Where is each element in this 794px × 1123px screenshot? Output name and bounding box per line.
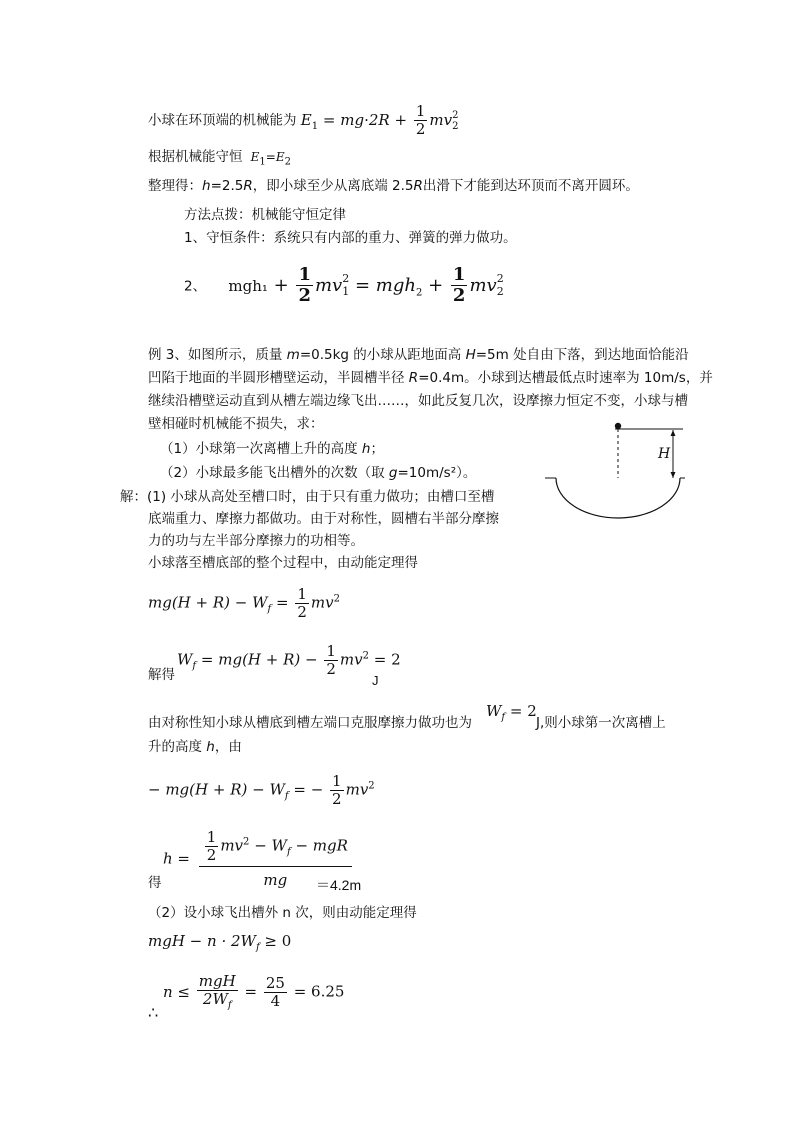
subscript: 2 — [415, 287, 423, 299]
symbol: H — [465, 347, 476, 363]
height-label: H — [658, 446, 671, 462]
operator: = — [354, 274, 371, 296]
numerator — [199, 830, 352, 867]
equation-1 — [148, 587, 340, 620]
symbol: m — [286, 347, 300, 363]
symbol: g — [388, 465, 398, 481]
text: =0.5kg 的小球从距地面高 — [299, 347, 466, 363]
text: （1）小球第一次离槽上升的高度 — [160, 441, 362, 457]
symbol: h — [206, 739, 215, 755]
trough-figure — [545, 420, 685, 526]
numerator: 1 — [452, 264, 466, 285]
arrow-up-icon — [671, 430, 676, 436]
lhs: n ≤ — [163, 983, 190, 1001]
symbol: h — [202, 178, 211, 194]
text: （2）小球最多能飞出槽外的次数（取 — [160, 465, 389, 481]
subscript: 1 — [259, 156, 266, 168]
den-text: 2W — [202, 990, 228, 1008]
subscript: 2 — [496, 284, 504, 298]
solution-line-3: 力的功与左半部分摩擦力的功相等。 — [148, 533, 364, 549]
fraction — [264, 976, 287, 1009]
subscript: f — [284, 790, 289, 802]
symbol: mgh₁ — [228, 276, 268, 295]
superscript: 2 — [368, 780, 375, 792]
subscript: f — [501, 712, 506, 723]
subscript: f — [286, 846, 291, 858]
method-heading: 方法点拨：机械能守恒定律 — [184, 207, 346, 223]
text: 例 3、如图所示，质量 — [148, 347, 287, 363]
symbol: E — [300, 110, 312, 129]
superscript: 2 — [362, 650, 369, 662]
text: ； — [370, 441, 384, 457]
symmetry-line — [148, 717, 472, 731]
term: − mgR — [295, 836, 348, 855]
symbol: 2R — [368, 110, 390, 129]
symbol: R — [243, 178, 253, 194]
text: =0.4m。小球到达槽最低点时速率为 10m/s，并 — [418, 370, 713, 386]
lhs: mg(H + R) − W — [148, 593, 268, 612]
solution-line-1: 解：(1) 小球从高处至槽口时，由于只有重力做功；由槽口至槽 — [120, 489, 495, 505]
superscript: 2 — [342, 272, 350, 286]
fraction — [296, 266, 313, 305]
superscript: 2 — [333, 593, 340, 605]
fraction — [324, 644, 338, 677]
subscript: 1 — [311, 120, 319, 132]
example-line-2 — [148, 372, 713, 386]
operator: = — [322, 110, 336, 129]
denominator — [201, 991, 234, 1011]
subscript: 2 — [452, 120, 459, 132]
fraction — [330, 774, 344, 807]
operator: = − — [293, 780, 324, 799]
text: 根据机械能守恒 — [148, 149, 243, 165]
fraction — [451, 266, 468, 305]
symbol: mgh — [375, 274, 416, 296]
denominator: 2 — [415, 120, 426, 138]
subscript: 1 — [342, 284, 350, 298]
text: ，由 — [214, 739, 242, 755]
superscript: 2 — [496, 272, 504, 286]
symbol: E — [275, 150, 285, 164]
operator: = — [276, 593, 289, 612]
text: 升的高度 — [148, 739, 207, 755]
term: − W — [254, 836, 287, 855]
superscript: 2 — [452, 109, 459, 121]
text: 整理得： — [148, 178, 202, 194]
symbol: mg — [340, 110, 365, 129]
mechanical-energy-top-line — [148, 104, 458, 137]
numerator: 1 — [332, 772, 342, 790]
subscript: f — [192, 660, 197, 672]
denominator: 2 — [297, 603, 307, 621]
text: =2.5 — [210, 178, 244, 194]
lhs: − mg(H + R) − W — [148, 780, 285, 799]
question-1 — [160, 443, 384, 457]
denominator: 2 — [298, 285, 311, 306]
subscript: f — [267, 603, 272, 615]
symbol: mv — [220, 836, 244, 855]
numerator: 1 — [326, 642, 336, 660]
conservation-line — [148, 151, 291, 167]
denominator: 2 — [206, 846, 217, 864]
result: = 2 — [509, 702, 537, 720]
fraction — [205, 830, 219, 863]
symbol: h — [361, 441, 371, 457]
example-line-3: 继续沿槽壁运动直到从槽左端边缘飞出……，如此反复几次，设摩擦力恒定不变，小球与槽 — [148, 393, 688, 409]
symbol: mv — [429, 110, 453, 129]
expression: mgH − n · 2W — [148, 932, 256, 950]
item-label: 2、 — [184, 278, 207, 295]
operator: · — [364, 110, 369, 129]
equation-6 — [163, 974, 344, 1011]
symbol: R — [413, 178, 423, 194]
symbol: W — [486, 702, 502, 720]
numerator: 1 — [298, 264, 311, 285]
symbol: mv — [345, 780, 369, 799]
text: 凹陷于地面的半圆形槽壁运动，半圆槽半径 — [148, 370, 409, 386]
subscript: f — [227, 1000, 232, 1011]
operator: = — [265, 150, 276, 164]
semicircle-trough — [556, 478, 680, 518]
symbol: R — [408, 370, 419, 386]
text: =10m/s²）。 — [397, 465, 477, 481]
numerator: 1 — [415, 102, 426, 120]
example-line-1 — [148, 349, 689, 363]
symbol: mv — [310, 593, 334, 612]
result: = 2 — [373, 650, 401, 669]
fraction — [414, 104, 428, 137]
numerator: mgH — [198, 972, 236, 990]
denominator: 2 — [452, 285, 466, 306]
example-line-4: 壁相碰时机械能不损失，求： — [148, 416, 324, 432]
numerator: 1 — [206, 828, 217, 846]
ball-icon — [615, 423, 621, 429]
question-2-solution: （2）设小球飞出槽外 n 次，则由动能定理得 — [148, 905, 417, 921]
result: = 6.25 — [293, 982, 345, 1001]
denominator: 2 — [332, 790, 342, 808]
symbol: mv — [469, 274, 497, 296]
operator: ≥ 0 — [264, 932, 292, 950]
answer-height: ＝4.2m — [316, 877, 362, 893]
solution-line-4: 小球落至槽底部的整个过程中，由动能定理得 — [148, 555, 418, 571]
equation-5 — [148, 934, 291, 953]
text: =5m 处自由下落，到达地面恰能沿 — [475, 347, 689, 363]
denominator: mg — [263, 871, 288, 889]
energy-formula — [300, 102, 459, 138]
method-item-2 — [184, 266, 504, 305]
trough-diagram — [545, 420, 685, 522]
height-line — [148, 741, 242, 755]
symmetry-line-tail: J,则小球第一次离槽上 — [536, 715, 666, 731]
unit-joule: J — [372, 673, 379, 688]
fraction — [197, 974, 238, 1011]
method-item-1: 1、守恒条件：系统只有内部的重力、弹簧的弹力做功。 — [184, 230, 517, 246]
numerator: 25 — [265, 974, 285, 992]
expression: = mg(H + R) − — [200, 650, 318, 669]
symbol: mv — [314, 274, 343, 296]
text: 由对称性知小球从槽底到槽左端口克服摩擦力做功也为 — [148, 715, 472, 731]
result-line — [148, 180, 639, 194]
jiede-label: 解得 — [148, 667, 175, 683]
arrow-down-icon — [671, 472, 676, 478]
operator: + — [394, 110, 408, 129]
symbol: mv — [339, 650, 363, 669]
operator: = — [244, 982, 258, 1001]
subscript: 2 — [284, 156, 291, 168]
solution-line-2: 底端重力、摩擦力都做功。由于对称性，圆槽右半部分摩擦 — [148, 511, 499, 527]
equation-2 — [177, 644, 401, 677]
denominator: 4 — [270, 992, 281, 1010]
text: ，即小球至少从离底端 2.5 — [252, 178, 414, 194]
symmetry-formula — [486, 704, 537, 723]
superscript: 2 — [243, 836, 250, 848]
fraction — [295, 587, 309, 620]
de-label: 得 — [148, 875, 162, 891]
therefore-symbol: ∴ — [148, 1003, 159, 1022]
operator: + — [273, 274, 289, 296]
conservation-formula — [247, 150, 291, 168]
symbol: W — [177, 650, 193, 669]
operator: + — [428, 274, 444, 296]
text: 小球在环顶端的机械能为 — [148, 112, 297, 129]
energy-equation — [228, 264, 504, 306]
lhs: h = — [163, 849, 190, 868]
text: 出滑下才能到达环顶而不离开圆环。 — [422, 178, 639, 194]
numerator: 1 — [297, 585, 307, 603]
question-2 — [160, 467, 476, 481]
subscript: f — [255, 942, 260, 953]
symbol: E — [250, 150, 260, 164]
equation-3 — [148, 774, 375, 807]
denominator: 2 — [326, 660, 336, 678]
